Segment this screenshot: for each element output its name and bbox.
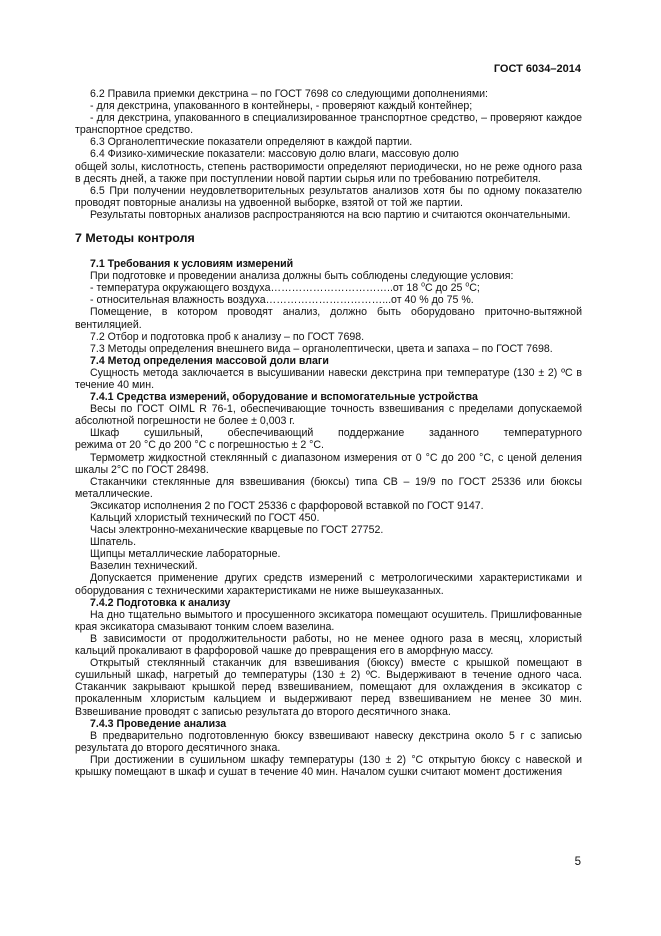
paragraph-7-4-1-cups: Стаканчики стеклянные для взвешивания (бюксы) типа СВ – 19/9 по ГОСТ 25336 или бюксы металлические.	[75, 475, 582, 500]
paragraph-6-4: 6.4 Физико-химические показатели: массовую долю влаги, массовую долю	[90, 148, 459, 161]
degree-mark: о	[465, 281, 470, 289]
heading-7-1: 7.1 Требования к условиям измерений	[90, 258, 294, 271]
paragraph-6-3: 6.3 Органолептические показатели определяют в каждой партии.	[90, 136, 413, 149]
degree-mark: о	[421, 281, 425, 289]
heading-7-4-3: 7.4.3 Проведение анализа	[90, 717, 227, 730]
temperature-text-mid: С до 25	[425, 282, 466, 295]
paragraph-6-5-results: Результаты повторных анализов распространяются на всю партию и считаются окончательными.	[90, 208, 571, 221]
paragraph-7-4-1-spatula: Шпатель.	[90, 536, 137, 549]
heading-7-4-2: 7.4.2 Подготовка к анализу	[90, 596, 231, 609]
paragraph-7-1-temperature	[75, 282, 582, 294]
paragraph-6-4-cont: общей золы, кислотность, степень растворимости определяют периодически, но не реже одного раза в десять дней, а также при поступлении новой партии сырья или по требованию потребителя.	[75, 160, 582, 185]
heading-7-4-1: 7.4.1 Средства измерений, оборудование и вспомогательные устройства	[90, 391, 478, 404]
paragraph-7-1-conditions: При подготовке и проведении анализа должны быть соблюдены следующие условия:	[90, 270, 514, 283]
paragraph-7-4: Сущность метода заключается в высушивании навески декстрина при температуре (130 ± 2) ºС в течение 40 мин.	[75, 366, 582, 391]
paragraph-7-4-1-vaseline: Вазелин технический.	[90, 560, 198, 573]
paragraph-7-4-1-tongs: Щипцы металлические лабораторные.	[90, 548, 281, 561]
paragraph-6-2-transport: - для декстрина, упакованного в специализированное транспортное средство, – проверяют каждое транспортное средство.	[75, 112, 582, 137]
document-body	[75, 88, 582, 778]
paragraph-7-4-3-weighing: В предварительно подготовленную бюксу взвешивают навеску декстрина около 5 г с записью результата до второго десятичного знака.	[75, 729, 582, 754]
paragraph-6-2-containers: - для декстрина, упакованного в контейнеры, - проверяют каждый контейнер;	[90, 100, 473, 113]
paragraph-7-1-ventilation: Помещение, в котором проводят анализ, должно быть оборудовано приточно-вытяжной вентиляцией.	[75, 306, 582, 331]
paragraph-6-5: 6.5 При получении неудовлетворительных результатов анализов хотя бы по одному показателю проводят повторные анализы на удвоенной выборке, взятой от той же партии.	[75, 184, 582, 209]
paragraph-7-4-1-scales: Весы по ГОСТ OIML R 76-1, обеспечивающие точность взвешивания с пределами допускаемой абсолютной погрешности не более ± 0,003 г.	[75, 403, 582, 428]
paragraph-7-4-1-oven: Шкаф сушильный, обеспечивающий поддержание заданного температурного	[90, 427, 582, 440]
paragraph-7-4-3-drying: При достижении в сушильном шкафу температуры (130 ± 2) °С открытую бюксу с навеской и крышку помещают в шкаф и сушат в течение 40 мин. Началом сушки считают момент достижения	[75, 753, 582, 778]
paragraph-7-3: 7.3 Методы определения внешнего вида – органолептически, цвета и запаха – по ГОСТ 7698.	[90, 342, 553, 355]
paragraph-7-4-1-oven-mode: режима от 20 °С до 200 °С с погрешностью ± 2 °С.	[75, 439, 324, 452]
paragraph-7-1-humidity: - относительная влажность воздуха……………………………...от 40 % до 75 %.	[90, 294, 474, 307]
paragraph-7-4-1-alternatives: Допускается применение других средств измерений с метрологическими характеристиками и оборудования с техническими характеристиками не ниже вышеуказанных.	[75, 572, 582, 597]
paragraph-6-2: 6.2 Правила приемки декстрина – по ГОСТ 7698 со следующими дополнениями:	[90, 88, 488, 100]
paragraph-7-2: 7.2 Отбор и подготовка проб к анализу – по ГОСТ 7698.	[90, 330, 365, 343]
section-7-title: 7 Методы контроля	[75, 231, 195, 246]
paragraph-7-4-2-calcination: В зависимости от продолжительности работы, но не менее одного раза в месяц, хлористый кальций прокаливают в фарфоровой чашке до превращения его в аморфную массу.	[75, 632, 582, 658]
paragraph-7-4-1-desiccator: Эксикатор исполнения 2 по ГОСТ 25336 с фарфоровой вставкой по ГОСТ 9147.	[90, 499, 484, 512]
page-number: 5	[574, 856, 581, 868]
temperature-text-end: С;	[469, 282, 480, 295]
heading-7-4: 7.4 Метод определения массовой доли влаги	[90, 354, 329, 367]
temperature-text-start: - температура окружающего воздуха……………………………..от 18	[90, 282, 422, 295]
standard-code-header: ГОСТ 6034–2014	[493, 63, 581, 75]
paragraph-7-4-1-thermometer: Термометр жидкостной стеклянный с диапазоном измерения от 0 °С до 200 °С, с ценой деления шкалы 2°С по ГОСТ 28498.	[75, 451, 582, 476]
paragraph-7-4-1-clock: Часы электронно-механические кварцевые по ГОСТ 27752.	[90, 524, 384, 537]
paragraph-7-4-1-calcium: Кальций хлористый технический по ГОСТ 450.	[90, 512, 320, 524]
paragraph-7-4-2-desiccant: На дно тщательно вымытого и просушенного эксикатора помещают осушитель. Пришлифованные края эксикатора смазывают тонким слоем вазелина.	[75, 608, 582, 633]
paragraph-7-4-2-cup-prep: Открытый стеклянный стаканчик для взвешивания (бюксу) вместе с крышкой помещают в сушильный шкаф, нагретый до температуры (130 ± 2) ºС. Выдерживают в течение одного часа. Стаканчик закрывают крышкой перед взвешиванием, помещают для охлаждения в эксикатор с прокаленным хлористым кальцием и выдерживают перед взвешиванием не менее 30 мин. Взвешивание проводят с записью результата до второго десятичного знака.	[75, 657, 582, 718]
